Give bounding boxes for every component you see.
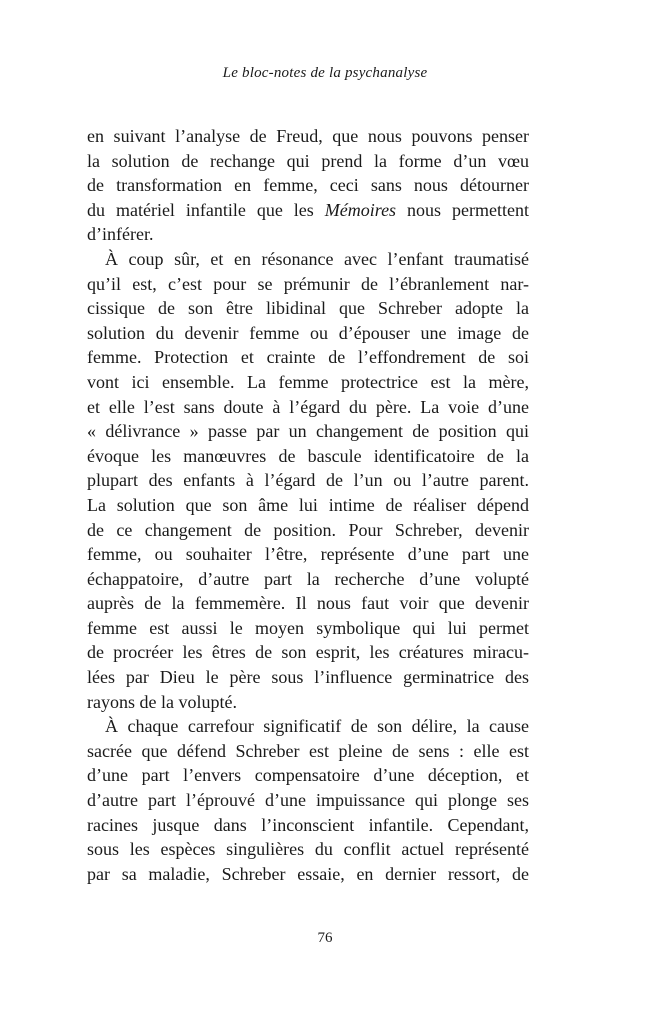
text-line: évoque les manœuvres de bascule identificatoire de la	[87, 445, 529, 466]
text-line: rayons de la volupté.	[87, 691, 237, 712]
text-line: la solution de rechange qui prend la forme d’un vœu	[87, 150, 529, 171]
text-line: À chaque carrefour significatif de son délire, la cause	[105, 716, 529, 737]
text-line: échappatoire, d’autre part la recherche d’une volupté	[87, 568, 529, 589]
paragraph	[87, 714, 529, 886]
text-line: plupart des enfants à l’égard de l’un ou l’autre parent.	[87, 470, 529, 491]
text-line: La solution que son âme lui intime de réaliser dépend	[87, 494, 529, 515]
text-line: par sa maladie, Schreber essaie, en dernier ressort, de	[87, 863, 529, 884]
text-line: solution du devenir femme ou d’épouser une image de	[87, 322, 529, 343]
text-line: d’inférer.	[87, 224, 154, 245]
text-line: d’une part l’envers compensatoire d’une déception, et	[87, 765, 529, 786]
text-line: À coup sûr, et en résonance avec l’enfant traumatisé	[105, 248, 529, 269]
italic-title: Mémoires	[324, 199, 397, 220]
text-line: d’autre part l’éprouvé d’une impuissance qui plonge ses	[87, 790, 529, 811]
text-line: en suivant l’analyse de Freud, que nous pouvons penser	[87, 126, 529, 146]
text-line: auprès de la femmemère. Il nous faut voir que devenir	[87, 593, 529, 614]
text-line: femme, ou souhaiter l’être, représente d’une part une	[87, 544, 529, 565]
paragraph	[87, 124, 529, 247]
text-line: femme. Protection et crainte de l’effondrement de soi	[87, 347, 529, 368]
text-line: sacrée que défend Schreber est pleine de sens : elle est	[87, 740, 529, 761]
text-line: du matériel infantile que les Mémoires nous permettent	[87, 199, 529, 220]
text-line: sous les espèces singulières du conflit actuel représenté	[87, 839, 529, 860]
text-line: « délivrance » passe par un changement de position qui	[87, 421, 529, 442]
text-line: cissique de son être libidinal que Schreber adopte la	[87, 298, 529, 319]
text-line: lées par Dieu le père sous l’influence germinatrice des	[87, 667, 529, 688]
text-line: racines jusque dans l’inconscient infantile. Cependant,	[87, 814, 529, 835]
text-line: de ce changement de position. Pour Schreber, devenir	[87, 519, 529, 540]
text-line: de procréer les êtres de son esprit, les créatures miracu-	[87, 642, 529, 663]
text-line: et elle l’est sans doute à l’égard du père. La voie d’une	[87, 396, 529, 417]
page-number: 76	[317, 930, 333, 946]
body-text	[87, 124, 529, 886]
paragraph	[87, 247, 529, 714]
text-line: femme est aussi le moyen symbolique qui lui permet	[87, 617, 529, 638]
text-line: de transformation en femme, ceci sans nous détourner	[87, 175, 529, 196]
running-header: Le bloc-notes de la psychanalyse	[222, 65, 428, 81]
text-line: vont ici ensemble. La femme protectrice est la mère,	[87, 371, 529, 392]
text-line: qu’il est, c’est pour se prémunir de l’ébranlement nar-	[87, 273, 529, 294]
